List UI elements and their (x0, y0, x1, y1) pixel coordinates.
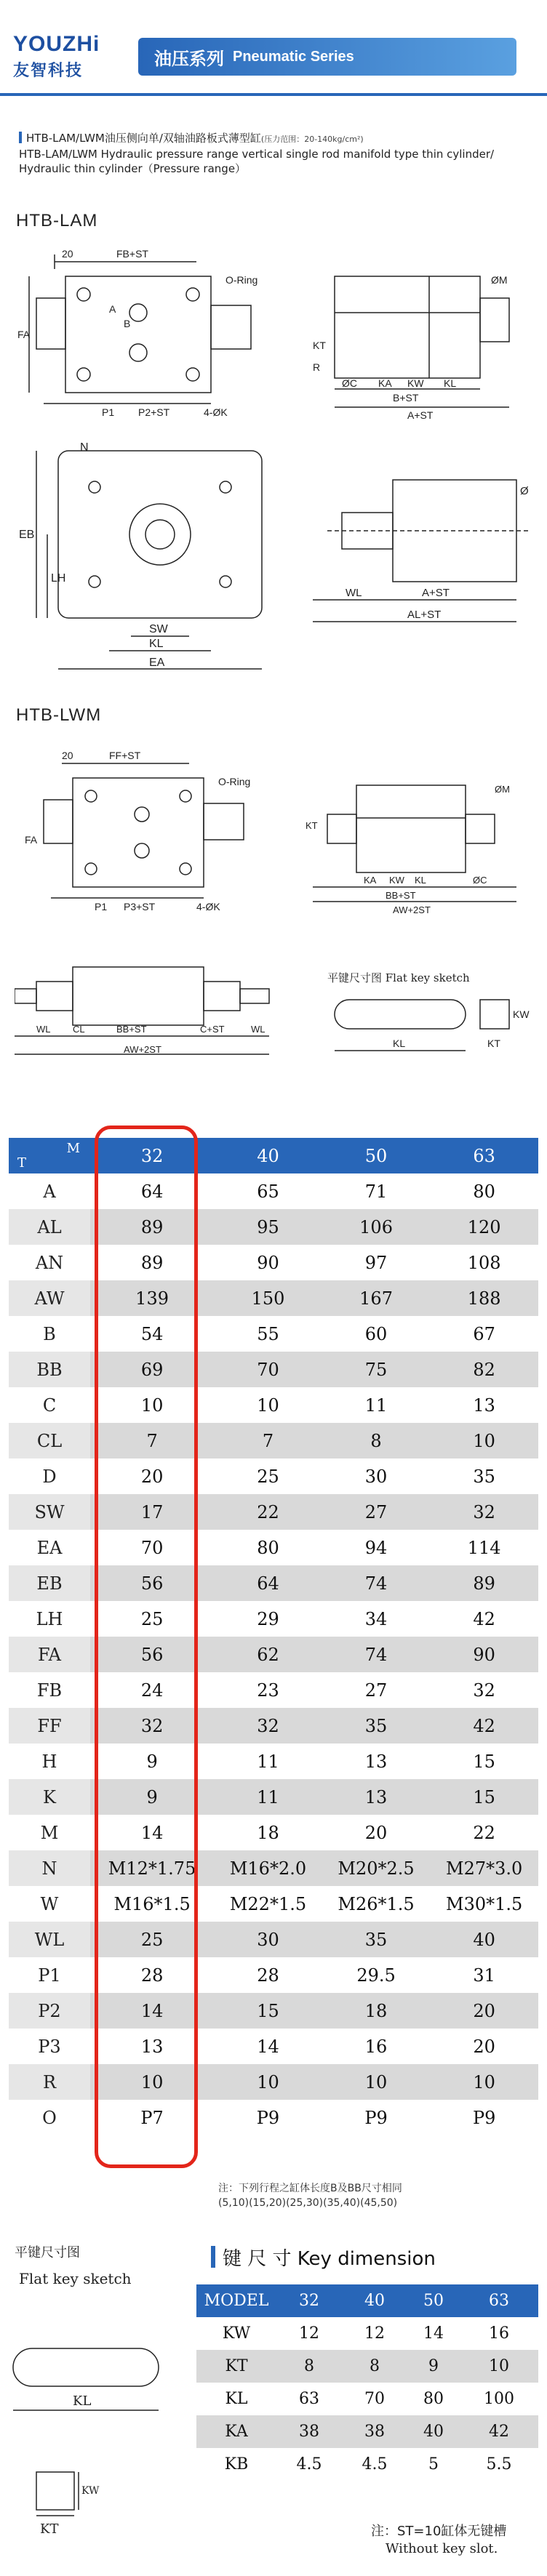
table-cell: 10 (90, 1387, 214, 1423)
table-cell: M16*2.0 (214, 1850, 322, 1886)
table-cell: 16 (322, 2029, 431, 2064)
key-table-header: 50 (407, 2284, 460, 2317)
table-cell: 15 (430, 1744, 538, 1779)
key-table-cell: 4.5 (342, 2448, 407, 2481)
dim-label: N (80, 441, 89, 454)
dim-label: AW+2ST (393, 904, 431, 915)
table-cell: 27 (322, 1672, 431, 1708)
stroke-note-line1: 注：下列行程之缸体长度B及BB尺寸相同 (218, 2183, 402, 2194)
table-cell: 8 (322, 1423, 431, 1458)
dim-label: KA (378, 377, 392, 389)
table-cell: 24 (90, 1672, 214, 1708)
table-cell: M16*1.5 (90, 1886, 214, 1922)
dim-label: KL (415, 875, 426, 886)
table-cell: 32 (430, 1494, 538, 1530)
table-row (9, 1957, 538, 1993)
table-cell: 35 (430, 1458, 538, 1494)
table-cell: 18 (214, 1815, 322, 1850)
dim-label: KT (313, 340, 326, 351)
table-cell: 31 (430, 1957, 538, 1993)
table-cell: 89 (90, 1209, 214, 1245)
dim-label: ØC (342, 377, 357, 389)
table-row (9, 2064, 538, 2100)
row-label: P2 (9, 1993, 90, 2029)
table-cell: 64 (214, 1565, 322, 1601)
key-title-marker-icon (211, 2246, 215, 2268)
table-row (9, 1993, 538, 2029)
dim-label: O-Ring (225, 274, 258, 286)
key-table-row (196, 2448, 538, 2481)
lam-side-view (298, 233, 538, 422)
table-cell: 64 (90, 1173, 214, 1209)
table-cell: 80 (214, 1530, 322, 1565)
dim-label: WL (251, 1024, 265, 1035)
row-label: H (9, 1744, 90, 1779)
series-banner (138, 38, 516, 76)
table-cell: 14 (214, 2029, 322, 2064)
table-cell: 11 (214, 1744, 322, 1779)
page-header (0, 0, 547, 109)
table-cell: 54 (90, 1316, 214, 1352)
row-label: AN (9, 1245, 90, 1280)
key-dimension-title: 键 尺 寸 Key dimension (211, 2244, 436, 2271)
dim-label: ØC (473, 875, 487, 886)
table-cell: 32 (90, 1708, 214, 1744)
dim-label: A+ST (422, 587, 450, 599)
table-cell: 23 (214, 1672, 322, 1708)
dim-label: KA (364, 875, 377, 886)
key-table-cell: 14 (407, 2317, 460, 2350)
row-label: C (9, 1387, 90, 1423)
table-cell: 74 (322, 1565, 431, 1601)
row-label: AL (9, 1209, 90, 1245)
table-cell: 9 (90, 1779, 214, 1815)
dim-label: BB+ST (116, 1024, 147, 1035)
key-note-en: Without key slot. (386, 2541, 498, 2556)
table-row (9, 1209, 538, 1245)
table-cell: 90 (214, 1245, 322, 1280)
series-title-en: Pneumatic Series (233, 48, 354, 65)
row-label: M (9, 1815, 90, 1850)
dim-label: O-Ring (218, 776, 251, 787)
table-row (9, 1601, 538, 1637)
table-cell: 30 (214, 1922, 322, 1957)
key-table-header: MODEL (196, 2284, 276, 2317)
dim-label: FF+ST (109, 750, 141, 761)
key-table-cell: 16 (460, 2317, 538, 2350)
row-label: FB (9, 1672, 90, 1708)
lwm-bottom-view (15, 952, 306, 1062)
table-row (9, 1708, 538, 1744)
table-cell: 22 (430, 1815, 538, 1850)
table-corner (9, 1138, 90, 1173)
table-cell: 35 (322, 1922, 431, 1957)
table-cell: 62 (214, 1637, 322, 1672)
row-label: CL (9, 1423, 90, 1458)
key-table-cell: 10 (460, 2350, 538, 2383)
table-cell: 34 (322, 1601, 431, 1637)
table-cell: 65 (214, 1173, 322, 1209)
lam-bottom-view (15, 429, 291, 676)
table-cell: 11 (322, 1387, 431, 1423)
table-cell: 7 (214, 1423, 322, 1458)
table-cell: 70 (214, 1352, 322, 1387)
table-cell: 20 (430, 2029, 538, 2064)
dim-label: KW (513, 1008, 530, 1020)
dim-label: C+ST (200, 1024, 225, 1035)
key-table-cell: 8 (342, 2350, 407, 2383)
dim-label: KW (407, 377, 424, 389)
table-cell: 42 (430, 1601, 538, 1637)
table-cell: 40 (430, 1922, 538, 1957)
table-cell: 13 (90, 2029, 214, 2064)
row-label: FA (9, 1637, 90, 1672)
dim-label: P1 (95, 901, 108, 912)
table-cell: M30*1.5 (430, 1886, 538, 1922)
table-row (9, 1815, 538, 1850)
dim-label: 4-ØK (204, 406, 228, 418)
table-cell: 114 (430, 1530, 538, 1565)
table-cell: 32 (430, 1672, 538, 1708)
dim-label: FA (25, 834, 38, 846)
stroke-note-line2: (5,10)(15,20)(25,30)(35,40)(45,50) (218, 2197, 398, 2209)
row-label: SW (9, 1494, 90, 1530)
key-row-label: KL (196, 2383, 276, 2415)
row-label: P1 (9, 1957, 90, 1993)
lwm-side-view (298, 756, 538, 916)
key-table-row (196, 2383, 538, 2415)
title-line-en-1: HTB-LAM/LWM Hydraulic pressure range vertical single rod manifold type thin cylinder/ (19, 148, 495, 161)
table-row (9, 2029, 538, 2064)
table-cell: 97 (322, 1245, 431, 1280)
key-table-cell: 38 (342, 2415, 407, 2448)
table-column-header: 40 (214, 1138, 322, 1173)
table-column-header: 63 (430, 1138, 538, 1173)
table-cell: P9 (214, 2100, 322, 2135)
dim-label: ØM (495, 784, 510, 795)
flat-key-title-cn: 平键尺寸图 (15, 2245, 80, 2260)
table-cell: 60 (322, 1316, 431, 1352)
dim-label: A+ST (407, 409, 434, 421)
dim-label: R (313, 361, 321, 373)
lwm-front-view (22, 742, 298, 916)
row-label: B (9, 1316, 90, 1352)
dim-label: BB+ST (386, 890, 416, 901)
logo-text-cn: 友智科技 (13, 62, 84, 80)
dim-label: KW (389, 875, 404, 886)
table-cell: 71 (322, 1173, 431, 1209)
table-cell: M26*1.5 (322, 1886, 431, 1922)
table-cell: P9 (322, 2100, 431, 2135)
table-column-header: 32 (90, 1138, 214, 1173)
table-row (9, 1458, 538, 1494)
corner-t-label: T (17, 1155, 27, 1171)
row-label: AW (9, 1280, 90, 1316)
table-cell: 10 (90, 2064, 214, 2100)
dim-label: KW (81, 2485, 100, 2497)
row-label: FF (9, 1708, 90, 1744)
key-note (371, 2523, 538, 2558)
dim-label: FA (17, 329, 31, 340)
logo-text-en: YOUZHi (13, 32, 100, 56)
table-cell: 20 (322, 1815, 431, 1850)
table-cell: 10 (430, 2064, 538, 2100)
key-row-label: KT (196, 2350, 276, 2383)
key-table-cell: 42 (460, 2415, 538, 2448)
row-label: EA (9, 1530, 90, 1565)
dim-label: B (124, 318, 131, 329)
table-cell: 25 (214, 1458, 322, 1494)
dim-label: P1 (102, 406, 115, 418)
key-dimension-table (196, 2284, 538, 2481)
table-cell: 70 (90, 1530, 214, 1565)
table-cell: 20 (90, 1458, 214, 1494)
table-cell: 67 (430, 1316, 538, 1352)
table-cell: 15 (430, 1779, 538, 1815)
dim-label: A (109, 303, 116, 315)
row-label: WL (9, 1922, 90, 1957)
key-table-cell: 63 (276, 2383, 342, 2415)
dim-label: KL (444, 377, 457, 389)
key-table-row (196, 2350, 538, 2383)
table-row (9, 1245, 538, 1280)
dim-label: 20 (62, 750, 73, 761)
row-label: BB (9, 1352, 90, 1387)
key-table-header: 40 (342, 2284, 407, 2317)
table-row (9, 1494, 538, 1530)
lam-right-view (298, 465, 538, 647)
table-cell: 106 (322, 1209, 431, 1245)
table-cell: 14 (90, 1815, 214, 1850)
key-table-cell: 100 (460, 2383, 538, 2415)
table-cell: 35 (322, 1708, 431, 1744)
header-divider (0, 93, 547, 96)
dim-label: ØM (491, 274, 508, 286)
key-table-cell: 4.5 (276, 2448, 342, 2481)
lam-front-view (15, 233, 291, 422)
table-row (9, 1530, 538, 1565)
table-row (9, 1280, 538, 1316)
table-cell: 25 (90, 1922, 214, 1957)
row-label: W (9, 1886, 90, 1922)
table-cell: 150 (214, 1280, 322, 1316)
table-cell: P9 (430, 2100, 538, 2135)
table-cell: 20 (430, 1993, 538, 2029)
table-column-header: 50 (322, 1138, 431, 1173)
dim-label: KL (149, 638, 164, 650)
section-label-lam: HTB-LAM (16, 211, 98, 230)
dim-label: EB (19, 529, 35, 541)
table-cell: M12*1.75 (90, 1850, 214, 1886)
flat-key-title-en: Flat key sketch (19, 2270, 132, 2287)
dim-label: P3+ST (124, 901, 156, 912)
table-row (9, 1637, 538, 1672)
dim-label: 20 (62, 248, 73, 260)
table-cell: 80 (430, 1173, 538, 1209)
flat-key-sketch (7, 2327, 175, 2567)
table-row (9, 1922, 538, 1957)
dim-label: KL (393, 1038, 406, 1049)
table-cell: 95 (214, 1209, 322, 1245)
dim-label: LH (51, 572, 66, 585)
table-cell: 13 (322, 1744, 431, 1779)
key-table-header: 32 (276, 2284, 342, 2317)
table-cell: 139 (90, 1280, 214, 1316)
dim-label: B+ST (393, 392, 419, 404)
table-row (9, 1316, 538, 1352)
key-table-row (196, 2317, 538, 2350)
table-cell: 27 (322, 1494, 431, 1530)
row-label: D (9, 1458, 90, 1494)
table-cell: 13 (322, 1779, 431, 1815)
table-cell: M20*2.5 (322, 1850, 431, 1886)
table-cell: 108 (430, 1245, 538, 1280)
table-row (9, 1744, 538, 1779)
key-table-cell: 40 (407, 2415, 460, 2448)
table-cell: 10 (214, 1387, 322, 1423)
table-row (9, 1565, 538, 1601)
flat-key-small-title: 平键尺寸图 Flat key sketch (327, 971, 470, 984)
table-cell: 25 (90, 1601, 214, 1637)
table-cell: 13 (430, 1387, 538, 1423)
table-cell: 69 (90, 1352, 214, 1387)
key-table-header-row (196, 2284, 538, 2317)
table-cell: 56 (90, 1637, 214, 1672)
row-label: LH (9, 1601, 90, 1637)
dim-label: EA (149, 657, 165, 669)
stroke-note (218, 2181, 538, 2210)
table-cell: 74 (322, 1637, 431, 1672)
table-cell: 22 (214, 1494, 322, 1530)
title-line-en-2: Hydraulic thin cylinder（Pressure range） (19, 162, 247, 175)
key-table-cell: 9 (407, 2350, 460, 2383)
key-table-cell: 12 (276, 2317, 342, 2350)
title-marker-icon (19, 132, 22, 143)
row-label: O (9, 2100, 90, 2135)
key-table-row (196, 2415, 538, 2448)
key-table-cell: 12 (342, 2317, 407, 2350)
title-line-cn: HTB-LAM/LWM油压侧向单/双轴油路板式薄型缸(压力范围：20-140kg/cm²) (19, 131, 535, 147)
dim-label: Ø (520, 485, 529, 497)
table-cell: 82 (430, 1352, 538, 1387)
table-cell: 18 (322, 1993, 431, 2029)
dim-label: KT (306, 820, 318, 831)
table-cell: M22*1.5 (214, 1886, 322, 1922)
section-label-lwm: HTB-LWM (16, 705, 102, 725)
key-table-cell: 38 (276, 2415, 342, 2448)
product-title (19, 131, 535, 176)
row-label: A (9, 1173, 90, 1209)
dim-label: KL (73, 2394, 92, 2409)
row-label: P3 (9, 2029, 90, 2064)
key-row-label: KW (196, 2317, 276, 2350)
table-row (9, 1423, 538, 1458)
table-cell: 89 (90, 1245, 214, 1280)
table-cell: 10 (430, 1423, 538, 1458)
table-cell: 29 (214, 1601, 322, 1637)
table-cell: 94 (322, 1530, 431, 1565)
key-table-cell: 80 (407, 2383, 460, 2415)
table-cell: 55 (214, 1316, 322, 1352)
table-cell: 9 (90, 1744, 214, 1779)
table-cell: 120 (430, 1209, 538, 1245)
key-row-label: KA (196, 2415, 276, 2448)
dim-label: FB+ST (116, 248, 148, 260)
dim-label: 4-ØK (196, 901, 220, 912)
company-logo (13, 32, 137, 83)
table-row (9, 1352, 538, 1387)
table-row (9, 1886, 538, 1922)
table-cell: 11 (214, 1779, 322, 1815)
table-cell: 15 (214, 1993, 322, 2029)
table-row (9, 1779, 538, 1815)
table-cell: 56 (90, 1565, 214, 1601)
table-cell: 7 (90, 1423, 214, 1458)
table-row (9, 2100, 538, 2135)
table-cell: 17 (90, 1494, 214, 1530)
table-cell: 29.5 (322, 1957, 431, 1993)
table-cell: 10 (214, 2064, 322, 2100)
key-note-cn: 注：ST=10缸体无键槽 (371, 2524, 507, 2539)
dim-label: AW+2ST (124, 1044, 161, 1055)
table-cell: 75 (322, 1352, 431, 1387)
flat-key-sketch-small (320, 967, 538, 1076)
table-row (9, 1672, 538, 1708)
dim-label: KT (487, 1038, 500, 1049)
series-title-cn: 油压系列 (154, 48, 224, 69)
table-row (9, 1850, 538, 1886)
dim-label: WL (36, 1024, 51, 1035)
table-cell: 14 (90, 1993, 214, 2029)
table-cell: 30 (322, 1458, 431, 1494)
table-cell: 32 (214, 1708, 322, 1744)
dim-label: WL (346, 587, 362, 599)
table-cell: 188 (430, 1280, 538, 1316)
key-row-label: KB (196, 2448, 276, 2481)
table-cell: 89 (430, 1565, 538, 1601)
row-label: EB (9, 1565, 90, 1601)
dim-label: CL (73, 1024, 85, 1035)
table-row (9, 1173, 538, 1209)
row-label: N (9, 1850, 90, 1886)
table-row (9, 1387, 538, 1423)
table-cell: 90 (430, 1637, 538, 1672)
key-table-cell: 5 (407, 2448, 460, 2481)
table-header-row (9, 1138, 538, 1173)
dimension-table (9, 1138, 538, 2135)
dim-label: KT (40, 2521, 59, 2537)
corner-m-label: M (66, 1141, 80, 1156)
key-table-header: 63 (460, 2284, 538, 2317)
table-cell: 10 (322, 2064, 431, 2100)
dim-label: AL+ST (407, 609, 442, 621)
table-cell: 42 (430, 1708, 538, 1744)
table-cell: 167 (322, 1280, 431, 1316)
row-label: K (9, 1779, 90, 1815)
key-table-cell: 70 (342, 2383, 407, 2415)
dim-label: P2+ST (138, 406, 170, 418)
row-label: R (9, 2064, 90, 2100)
key-table-cell: 5.5 (460, 2448, 538, 2481)
key-table-cell: 8 (276, 2350, 342, 2383)
dim-label: SW (149, 623, 168, 635)
table-cell: M27*3.0 (430, 1850, 538, 1886)
table-cell: P7 (90, 2100, 214, 2135)
table-cell: 28 (90, 1957, 214, 1993)
table-cell: 28 (214, 1957, 322, 1993)
